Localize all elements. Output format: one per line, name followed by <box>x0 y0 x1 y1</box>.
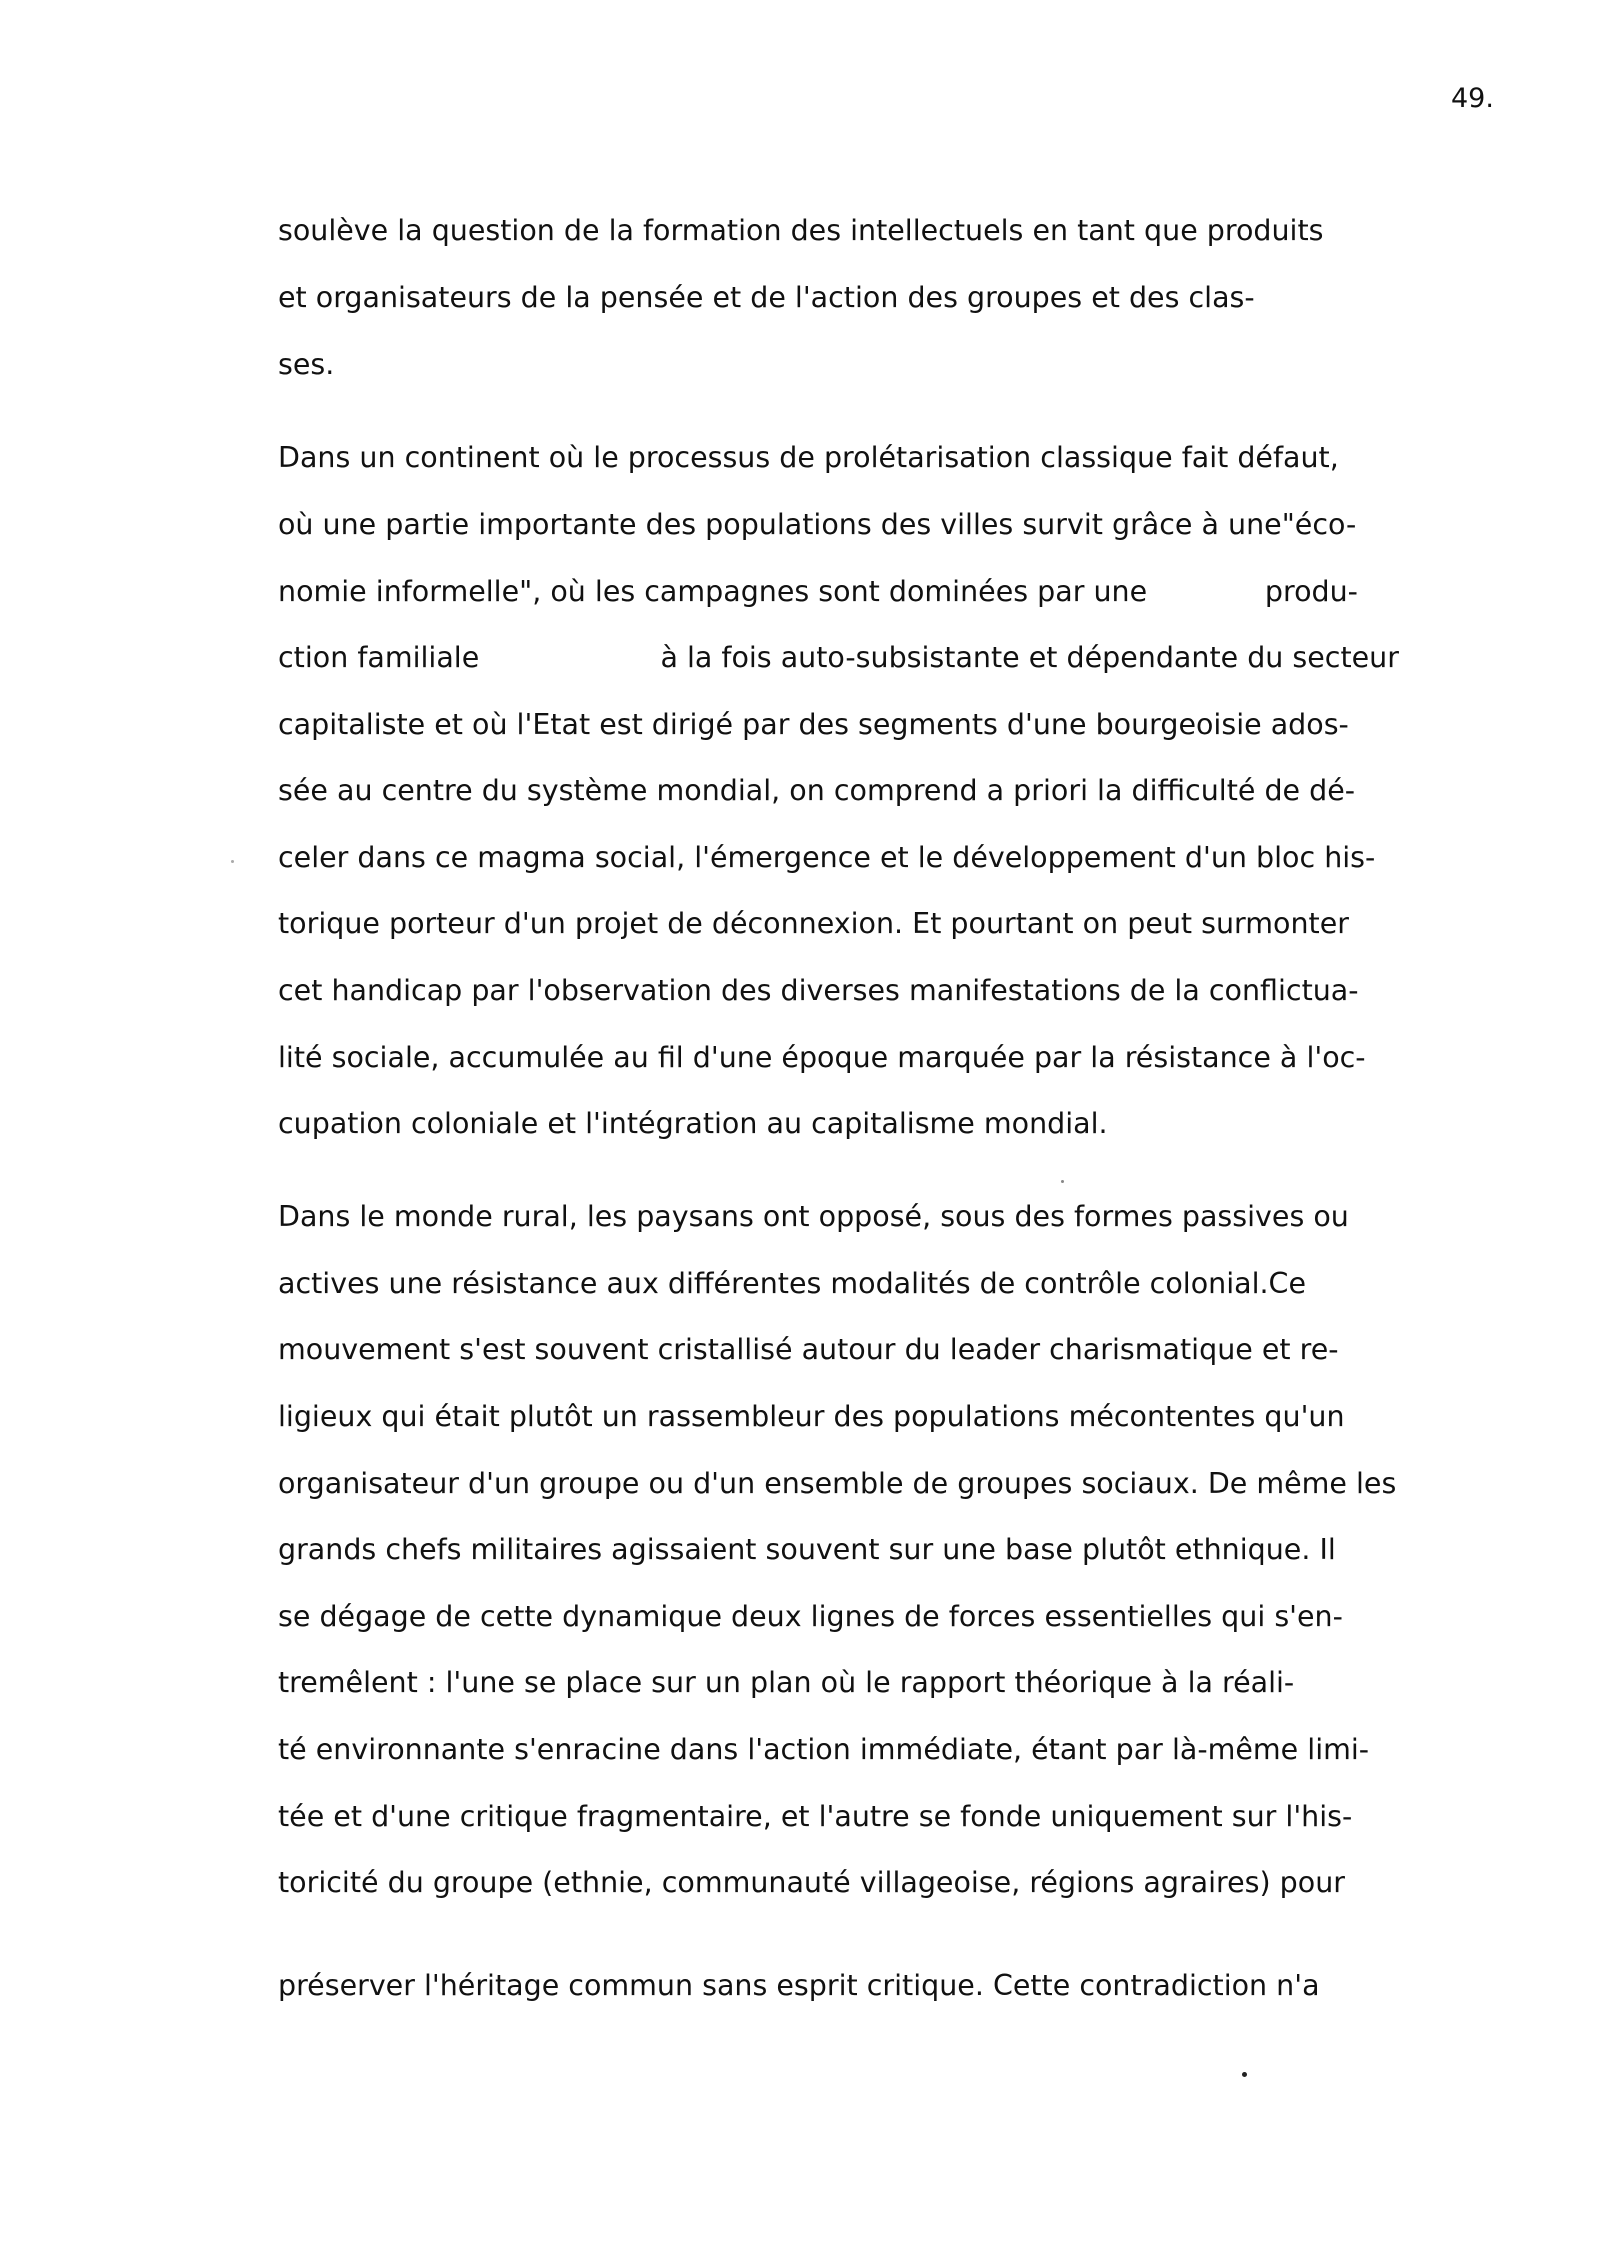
text-line: torique porteur d'un projet de déconnexion. Et pourtant on peut surmonter <box>278 907 1349 940</box>
text-line: ction familiale à la fois auto-subsistante et dépendante du secteur <box>278 641 1399 674</box>
text-line: Dans un continent où le processus de prolétarisation classique fait défaut, <box>278 441 1339 474</box>
text-line: celer dans ce magma social, l'émergence et le développement d'un bloc his- <box>278 841 1376 874</box>
text-line: où une partie importante des populations des villes survit grâce à une"éco- <box>278 508 1357 541</box>
text-line: actives une résistance aux différentes modalités de contrôle colonial.Ce <box>278 1267 1306 1300</box>
page-number: 49. <box>1451 83 1494 114</box>
scan-speck <box>231 860 234 863</box>
text-line: et organisateurs de la pensée et de l'action des groupes et des clas- <box>278 281 1255 314</box>
text-line: sée au centre du système mondial, on comprend a priori la difficulté de dé- <box>278 774 1356 807</box>
text-line: lité sociale, accumulée au fil d'une époque marquée par la résistance à l'oc- <box>278 1041 1366 1074</box>
text-line: soulève la question de la formation des intellectuels en tant que produits <box>278 214 1324 247</box>
text-line: préserver l'héritage commun sans esprit critique. Cette contradiction n'a <box>278 1969 1320 2002</box>
text-line: grands chefs militaires agissaient souvent sur une base plutôt ethnique. Il <box>278 1533 1336 1566</box>
text-line: cet handicap par l'observation des diverses manifestations de la conflictua- <box>278 974 1359 1007</box>
text-line: se dégage de cette dynamique deux lignes de forces essentielles qui s'en- <box>278 1600 1343 1633</box>
text-line: tée et d'une critique fragmentaire, et l'autre se fonde uniquement sur l'his- <box>278 1800 1353 1833</box>
text-line: té environnante s'enracine dans l'action immédiate, étant par là-même limi- <box>278 1733 1370 1766</box>
text-line: tremêlent : l'une se place sur un plan où le rapport théorique à la réali- <box>278 1666 1295 1699</box>
text-line: toricité du groupe (ethnie, communauté villageoise, régions agraires) pour <box>278 1866 1345 1899</box>
scan-speck <box>1061 1180 1064 1183</box>
text-line: mouvement s'est souvent cristallisé autour du leader charismatique et re- <box>278 1333 1339 1366</box>
text-line: cupation coloniale et l'intégration au capitalisme mondial. <box>278 1107 1108 1140</box>
text-line: capitaliste et où l'Etat est dirigé par des segments d'une bourgeoisie ados- <box>278 708 1349 741</box>
scan-speck <box>1242 2072 1247 2077</box>
text-line: Dans le monde rural, les paysans ont opposé, sous des formes passives ou <box>278 1200 1349 1233</box>
text-line: ligieux qui était plutôt un rassembleur des populations mécontentes qu'un <box>278 1400 1345 1433</box>
text-line: nomie informelle", où les campagnes sont dominées par une produ- <box>278 575 1358 608</box>
text-line: ses. <box>278 348 335 381</box>
text-line: organisateur d'un groupe ou d'un ensemble de groupes sociaux. De même les <box>278 1467 1397 1500</box>
